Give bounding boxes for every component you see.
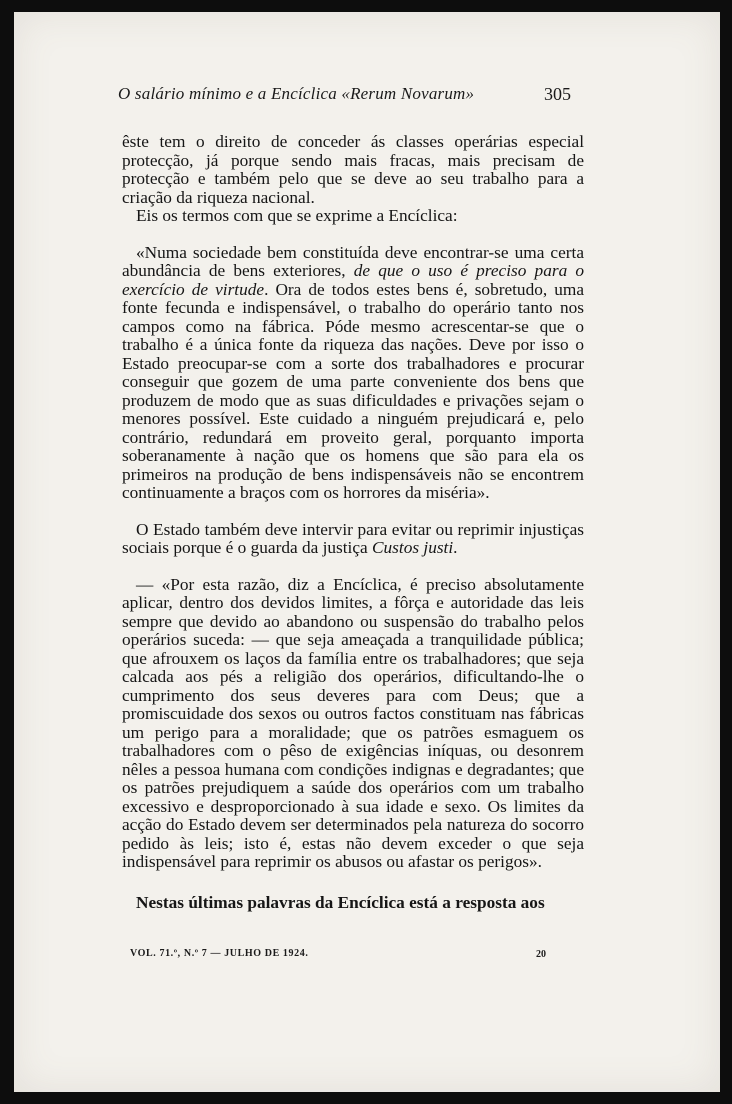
quote-1-emphasis: de que o uso é preciso para o exercício de virtude — [122, 261, 585, 299]
quote-1-end: . Ora de todos estes bens é, sobretudo, uma fonte fecunda e indispensável, o trabalho do operário tanto nos campos como na fábrica. Póde mesmo acrescentar-se que o trabalho é a única fonte da riqueza das nações. Deve por isso o Estado preocupar-se com a sorte dos trabalhadores e procurar conseguir que gozem de uma parte conveniente dos bens que produzem de modo que as suas dificuldades e privações sejam o menores possível. Este cuidado a ninguém prejudicará e, pelo contrário, redundará em proveito geral, porquanto importa soberanamente à nação que os homens que são para ela os primeiros na produção de bens indispensáveis não se encontrem continuamente a braços com os horrores da miséria». — [122, 279, 584, 502]
paragraph-6: Nestas últimas palavras da Encíclica está a resposta aos — [136, 892, 545, 912]
encyclical-quote-1 — [122, 244, 584, 503]
paragraph-1: êste tem o direito de conceder ás classes operárias especial protecção, já porque sendo mais fracas, mais precisam de protecção e também pelo que se deve ao seu trabalho para a criação da riqueza nacional. — [122, 132, 584, 207]
paragraph-4-end: . — [453, 538, 458, 557]
encyclical-quote-2: — «Por esta razão, diz a Encíclica, é preciso absolutamente aplicar, dentro dos devidos limites, a fôrça e autoridade das leis sempre que devido ao abandono ou suspensão do trabalho pelos operários suceda: — que seja ameaçada a tranquilidade pública; que afrouxem os laços da família entre os trabalhadores; que seja calcada aos pés a religião dos operários, dificultando-lhe o cumprimento dos seus deveres para com Deus; que a promiscuidade dos sexos ou outros factos constituam nas fábricas um perigo para a moralidade; que os patrões esmaguem os trabalhadores com o pêso de exigências iníquas, ou desonrem nêles a pessoa humana com condições indignas e degradantes; que os patrões prejudiquem a saúde dos operários com um trabalho excessivo e desproporcionado à sua idade e sexo. Os limites da acção do Estado devem ser determinados pela natureza do socorro pedido às leis; isto é, estas não devem exceder o que seja indispensável para reprimir os abusos ou afastar os perigos». — [122, 574, 584, 871]
paragraph-2: Eis os termos com que se exprime a Encíclica: — [136, 206, 458, 225]
paragraph-4-start: O Estado também deve intervir para evitar ou reprimir injustiças sociais porque é o guarda da justiça — [122, 519, 584, 557]
paragraph-4 — [122, 521, 584, 558]
body-text — [122, 133, 584, 912]
paragraph-4-emphasis: Custos justi — [372, 538, 454, 557]
quote-1-start: «Numa sociedade bem constituída deve encontrar-se uma certa abundância de bens exteriores, — [122, 242, 584, 280]
running-title: O salário mínimo e a Encíclica «Rerum Novarum» — [118, 84, 475, 103]
document-page — [14, 12, 720, 1092]
page-number: 305 — [544, 84, 571, 104]
signature-mark: 20 — [536, 949, 546, 960]
volume-line: VOL. 71.º, N.º 7 — JULHO DE 1924. — [130, 948, 309, 959]
